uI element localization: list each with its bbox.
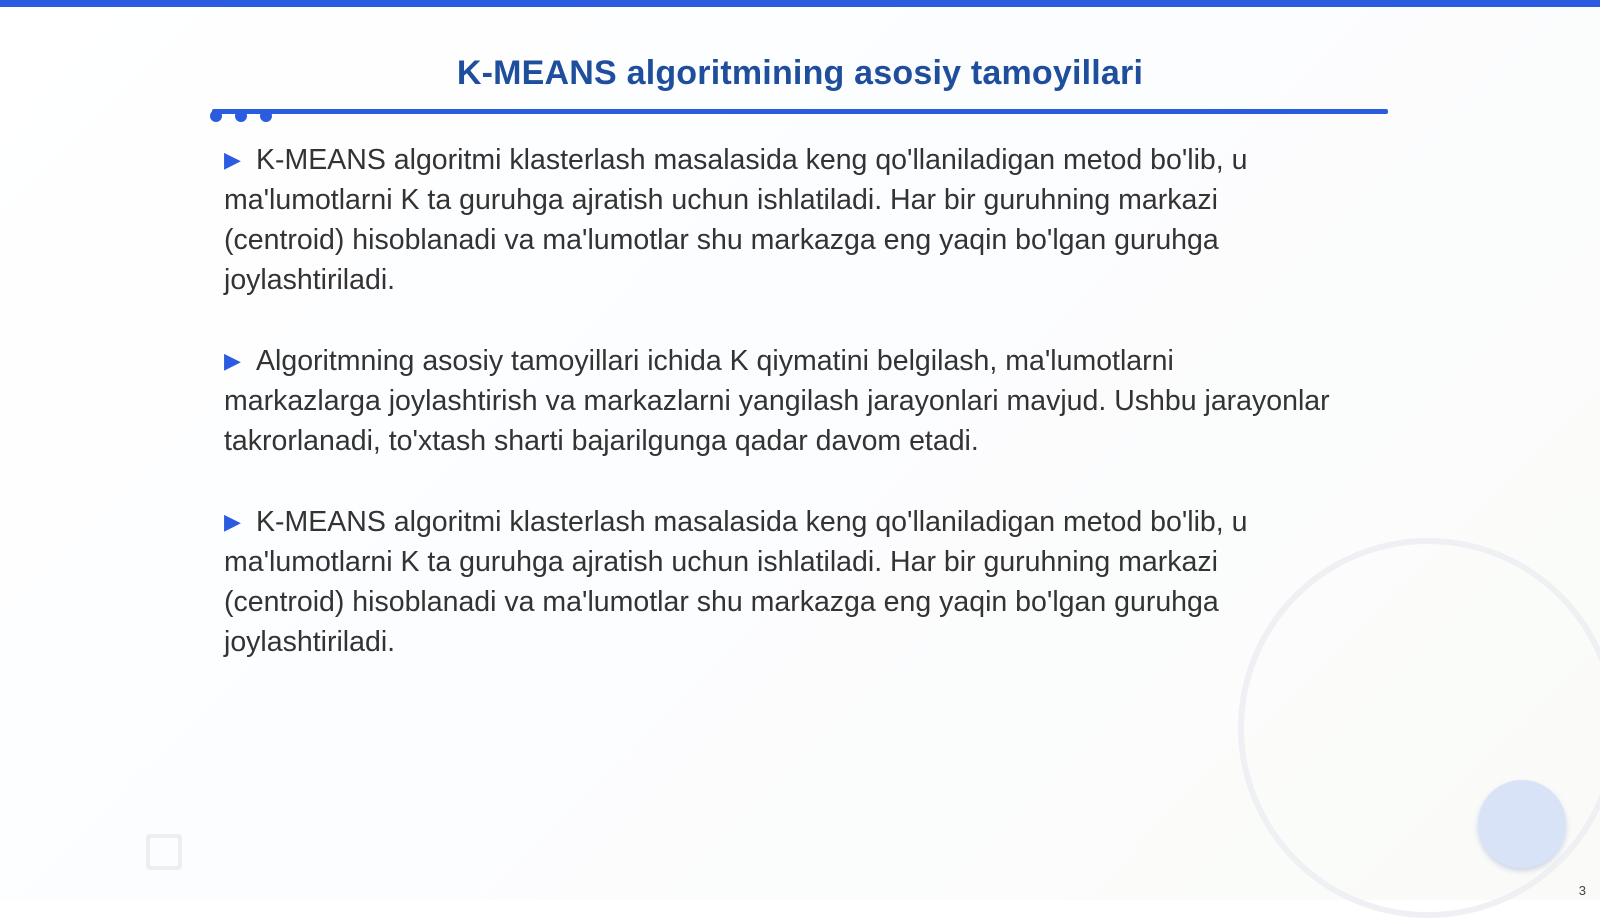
bullet-paragraph-3 [224, 502, 1334, 662]
paragraph-text: K-MEANS algoritmi klasterlash masalasida keng qo'llaniladigan metod bo'lib, u ma'lumotlarni K ta guruhga ajratish uchun ishlatiladi. Har bir guruhning markazi (centroid) hisoblanadi va ma'lumotlar shu markazga eng yaqin bo'lgan guruhga joylashtiriladi. [224, 506, 1248, 658]
bullet-paragraph-1 [224, 140, 1334, 300]
decorative-disc [1478, 780, 1566, 868]
bullet-list [224, 140, 1334, 703]
slide-title: K-MEANS algoritmining asosiy tamoyillari [456, 54, 1144, 92]
paragraph-text: Algoritmning asosiy tamoyillari ichida K qiymatini belgilash, ma'lumotlarni markazlarga joylashtirish va markazlarni yangilash jarayonlari mavjud. Ushbu jarayonlar takrorlanadi, to'xtash sharti bajarilgunga qadar davom etadi. [224, 345, 1330, 457]
underline-dot [235, 110, 247, 122]
underline-dot [260, 110, 272, 122]
top-accent-bar [0, 0, 1600, 7]
page-number: 3 [1578, 883, 1586, 898]
decorative-square [146, 834, 182, 870]
bullet-paragraph-2 [224, 341, 1334, 461]
title-underline [212, 109, 1388, 114]
underline-dot [210, 110, 222, 122]
paragraph-text: K-MEANS algoritmi klasterlash masalasida keng qo'llaniladigan metod bo'lib, u ma'lumotlarni K ta guruhga ajratish uchun ishlatiladi. Har bir guruhning markazi (centroid) hisoblanadi va ma'lumotlar shu markazga eng yaqin bo'lgan guruhga joylashtiriladi. [224, 144, 1248, 296]
triangle-right-icon: ▶ [224, 509, 241, 534]
triangle-right-icon: ▶ [224, 147, 241, 172]
triangle-right-icon: ▶ [224, 348, 241, 373]
